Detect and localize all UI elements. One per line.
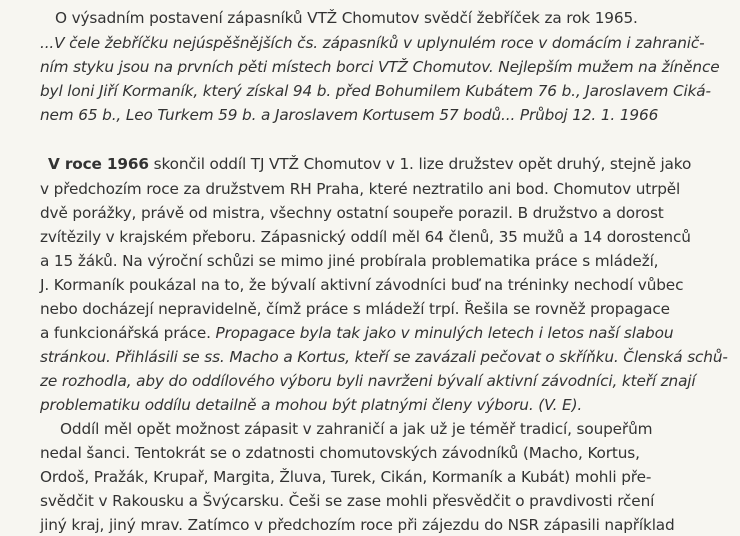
paragraph-line: nedal šanci. Tentokrát se o zdatnosti chomutovských závodníků (Macho, Kortus, [40, 444, 640, 462]
quote-line: ním styku jsou na prvních pěti místech borci VTŽ Chomutov. Nejlepším mužem na žíněnce [40, 58, 720, 76]
intro-sentence: O výsadním postavení zápasníků VTŽ Chomutov svědčí žebříček za rok 1965. [55, 9, 638, 27]
year-heading: V roce 1966 [48, 155, 149, 173]
italic-quote-line: stránkou. Přihlásili se ss. Macho a Kortus, kteří se zavázali pečovat o skříňku. Členská schů- [40, 348, 728, 366]
quote-line: nem 65 b., Leo Turkem 59 b. a Jaroslavem Kortusem 57 bodů... Průboj 12. 1. 1966 [40, 106, 659, 124]
paragraph-line [40, 322, 673, 344]
quote-line: ...V čele žebříčku nejúspěšnějších čs. zápasníků v uplynulém roce v domácím i zahranič- [40, 34, 705, 52]
paragraph-line: v předchozím roce za družstvem RH Praha, které neztratilo ani bod. Chomutov utrpěl [40, 180, 681, 198]
quote-line: byl loni Jiří Kormaník, který získal 94 b. před Bohumilem Kubátem 76 b., Jaroslavem Ciká- [40, 82, 711, 100]
paragraph-line: svědčit v Rakousku a Švýcarsku. Češi se zase mohli přesvědčit o pravdivosti rčení [40, 492, 655, 510]
paragraph-line: a 15 žáků. Na výroční schůzi se mimo jiné probírala problematika práce s mládeží, [40, 252, 659, 270]
paragraph-line: zvítězily v krajském přeboru. Zápasnický oddíl měl 64 členů, 35 mužů a 14 dorostenců [40, 228, 691, 246]
paragraph-text: a funkcionářská práce. [40, 324, 216, 342]
paragraph-line: jiný kraj, jiný mrav. Zatímco v předchozím roce při zájezdu do NSR zápasili například [40, 516, 675, 534]
paragraph-line [48, 153, 691, 175]
italic-quote-text: Propagace byla tak jako v minulých letech i letos naší slabou [215, 324, 674, 342]
paragraph-line: dvě porážky, právě od mistra, všechny ostatní soupeře porazil. B družstvo a dorost [40, 204, 664, 222]
italic-quote-line: problematiku oddílu detailně a mohou být platnými členy výboru. (V. E). [40, 396, 583, 414]
paragraph-line: nebo docházejí nepravidelně, čímž práce s mládeží trpí. Řešila se rovněž propagace [40, 300, 670, 318]
paragraph-line: J. Kormaník poukázal na to, že bývalí aktivní závodníci buď na tréninky nechodí vůbec [40, 276, 684, 294]
paragraph-text: skončil oddíl TJ VTŽ Chomutov v 1. lize družstev opět druhý, stejně jako [148, 155, 692, 173]
paragraph-line: Oddíl měl opět možnost zápasit v zahraničí a jak už je téměř tradicí, soupeřům [60, 420, 653, 438]
paragraph-line: Ordoš, Pražák, Krupař, Margita, Žluva, Turek, Cikán, Kormaník a Kubát) mohli pře- [40, 468, 652, 486]
italic-quote-line: ze rozhodla, aby do oddílového výboru byli navrženi bývalí aktivní závodníci, kteří znají [40, 372, 696, 390]
